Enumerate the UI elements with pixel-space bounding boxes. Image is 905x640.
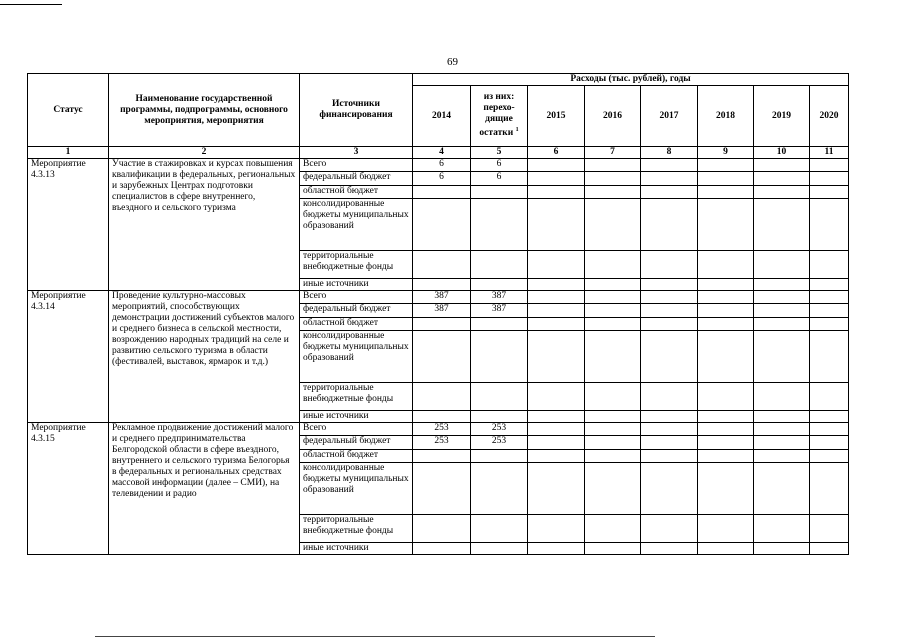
value-empty [641,172,698,186]
value-empty [810,186,849,199]
column-number: 9 [698,147,754,159]
value-empty [528,279,585,291]
funding-source: иные источники [300,279,413,291]
column-number: 10 [754,147,810,159]
value-carry-over [471,515,528,543]
measure-name: Участие в стажировках и курсах повышения квалификации в федеральных, региональных и зарубежных Центрах подготовки специалистов в сфере внутреннего, въездного и сельского туризма [109,159,300,291]
measure-name: Проведение культурно-массовых мероприятий, способствующих демонстрации достижений субъектов малого и среднего бизнеса в сельской местности, возрождению народных традиций на селе и развитию сельского туризма в области (фестивалей, выставок, ярмарок и т.д.) [109,291,300,423]
value-empty [641,543,698,555]
value-empty [641,423,698,436]
value-empty [698,423,754,436]
value-empty [528,436,585,450]
value-empty [754,199,810,251]
value-2014: 6 [413,172,471,186]
header-sources: Источники финансирования [300,74,413,147]
column-number: 3 [300,147,413,159]
value-empty [641,318,698,331]
funding-source: консолидированные бюджеты муниципальных образований [300,199,413,251]
header-carry-over [471,86,528,147]
value-empty [698,450,754,463]
value-empty [641,199,698,251]
value-empty [585,543,641,555]
funding-source: Всего [300,291,413,304]
header-carry-text: из них: перехо-дящие остатки [479,92,515,139]
value-empty [698,291,754,304]
value-carry-over [471,318,528,331]
value-empty [754,450,810,463]
value-2014: 253 [413,436,471,450]
value-carry-over: 253 [471,423,528,436]
value-empty [810,291,849,304]
value-carry-over [471,199,528,251]
value-empty [810,411,849,423]
value-empty [528,251,585,279]
header-status: Статус [28,74,109,147]
value-empty [528,318,585,331]
value-empty [585,251,641,279]
value-empty [754,436,810,450]
value-empty [528,186,585,199]
measure-name: Рекламное продвижение достижений малого и среднего предпринимательства Белгородской области в сфере въездного, внутреннего и сельского туризма Белогорья в федеральных и региональных средствах массовой информации (далее – СМИ), на телевидении и радио [109,423,300,555]
value-2014: 387 [413,304,471,318]
value-empty [698,186,754,199]
value-empty [585,383,641,411]
column-number: 4 [413,147,471,159]
value-2014: 253 [413,423,471,436]
header-year-2018: 2018 [698,86,754,147]
value-empty [698,159,754,172]
value-carry-over [471,251,528,279]
value-empty [585,411,641,423]
header-expenses: Расходы (тыс. рублей), годы [413,74,849,86]
value-empty [641,450,698,463]
value-carry-over [471,463,528,515]
column-number: 8 [641,147,698,159]
value-2014 [413,331,471,383]
value-empty [810,450,849,463]
value-empty [754,543,810,555]
value-empty [754,515,810,543]
column-number: 7 [585,147,641,159]
value-2014 [413,463,471,515]
value-empty [585,159,641,172]
value-empty [698,543,754,555]
column-number: 11 [810,147,849,159]
value-empty [754,423,810,436]
value-carry-over [471,279,528,291]
scan-edge-mark [0,4,62,5]
value-2014 [413,543,471,555]
funding-source: федеральный бюджет [300,436,413,450]
column-number: 6 [528,147,585,159]
funding-source: Всего [300,423,413,436]
value-empty [754,304,810,318]
value-empty [754,411,810,423]
value-empty [698,279,754,291]
value-empty [698,199,754,251]
value-carry-over [471,331,528,383]
header-year-2016: 2016 [585,86,641,147]
value-empty [810,543,849,555]
value-2014 [413,199,471,251]
value-empty [810,331,849,383]
value-empty [810,251,849,279]
value-empty [810,304,849,318]
footnote-mark: 1 [515,127,519,134]
funding-source: областной бюджет [300,186,413,199]
column-number: 2 [109,147,300,159]
value-empty [528,304,585,318]
value-empty [754,318,810,331]
header-year-2017: 2017 [641,86,698,147]
funding-source: территориальные внебюджетные фонды [300,251,413,279]
value-empty [810,436,849,450]
value-empty [528,199,585,251]
value-empty [528,423,585,436]
value-empty [698,304,754,318]
value-empty [698,251,754,279]
value-empty [528,411,585,423]
value-empty [754,159,810,172]
value-empty [528,172,585,186]
funding-source: иные источники [300,543,413,555]
value-empty [641,159,698,172]
value-empty [754,279,810,291]
header-name: Наименование государственной программы, подпрограммы, основного мероприятия, мероприятия [109,74,300,147]
value-empty [585,450,641,463]
value-empty [698,172,754,186]
value-empty [754,172,810,186]
measure-status: Мероприятие 4.3.13 [28,159,109,291]
value-empty [528,463,585,515]
funding-source: федеральный бюджет [300,172,413,186]
value-empty [585,331,641,383]
scan-edge-mark [95,636,655,637]
funding-source: территориальные внебюджетные фонды [300,383,413,411]
value-empty [585,186,641,199]
value-empty [698,411,754,423]
value-2014 [413,515,471,543]
value-carry-over: 6 [471,172,528,186]
value-empty [585,436,641,450]
value-empty [810,199,849,251]
value-2014 [413,279,471,291]
value-empty [528,543,585,555]
value-empty [585,279,641,291]
value-empty [585,463,641,515]
measure-status: Мероприятие 4.3.14 [28,291,109,423]
column-number: 5 [471,147,528,159]
value-empty [810,515,849,543]
table-row [28,159,849,172]
value-empty [641,279,698,291]
header-year-2019: 2019 [754,86,810,147]
value-empty [698,436,754,450]
value-2014: 387 [413,291,471,304]
funding-source: консолидированные бюджеты муниципальных образований [300,331,413,383]
value-2014 [413,251,471,279]
value-carry-over: 387 [471,304,528,318]
value-2014: 6 [413,159,471,172]
value-2014 [413,318,471,331]
value-carry-over [471,543,528,555]
value-empty [641,186,698,199]
value-empty [641,251,698,279]
value-carry-over [471,411,528,423]
funding-source: областной бюджет [300,318,413,331]
funding-source: территориальные внебюджетные фонды [300,515,413,543]
value-empty [810,463,849,515]
value-empty [754,331,810,383]
value-empty [698,331,754,383]
value-carry-over: 253 [471,436,528,450]
value-empty [528,450,585,463]
column-numbers-row [28,147,849,159]
page-number: 69 [447,56,458,68]
value-empty [641,411,698,423]
value-empty [585,199,641,251]
value-empty [585,318,641,331]
table-row [28,291,849,304]
funding-source: Всего [300,159,413,172]
value-empty [754,383,810,411]
value-empty [641,383,698,411]
value-empty [698,463,754,515]
value-empty [698,383,754,411]
value-empty [585,172,641,186]
value-empty [585,515,641,543]
funding-source: федеральный бюджет [300,304,413,318]
value-empty [528,159,585,172]
value-empty [810,318,849,331]
table-row [28,423,849,436]
value-carry-over [471,383,528,411]
value-empty [528,331,585,383]
value-empty [585,304,641,318]
value-empty [641,463,698,515]
value-empty [698,318,754,331]
header-year-2015: 2015 [528,86,585,147]
value-2014 [413,450,471,463]
value-empty [528,383,585,411]
value-empty [754,251,810,279]
expenses-table [27,73,849,555]
value-empty [641,515,698,543]
value-2014 [413,383,471,411]
value-empty [810,172,849,186]
column-number: 1 [28,147,109,159]
value-empty [641,331,698,383]
value-empty [528,291,585,304]
value-carry-over [471,450,528,463]
value-empty [641,304,698,318]
value-empty [585,423,641,436]
value-empty [754,186,810,199]
value-empty [641,436,698,450]
table-body [28,159,849,555]
funding-source: консолидированные бюджеты муниципальных образований [300,463,413,515]
value-empty [810,279,849,291]
value-carry-over: 6 [471,159,528,172]
value-empty [641,291,698,304]
funding-source: иные источники [300,411,413,423]
value-empty [698,515,754,543]
header-year-2014: 2014 [413,86,471,147]
value-empty [810,159,849,172]
value-empty [754,463,810,515]
value-carry-over: 387 [471,291,528,304]
value-empty [585,291,641,304]
value-empty [528,515,585,543]
value-empty [810,383,849,411]
measure-status: Мероприятие 4.3.15 [28,423,109,555]
value-2014 [413,186,471,199]
value-carry-over [471,186,528,199]
header-year-2020: 2020 [810,86,849,147]
funding-source: областной бюджет [300,450,413,463]
value-empty [754,291,810,304]
value-2014 [413,411,471,423]
value-empty [810,423,849,436]
